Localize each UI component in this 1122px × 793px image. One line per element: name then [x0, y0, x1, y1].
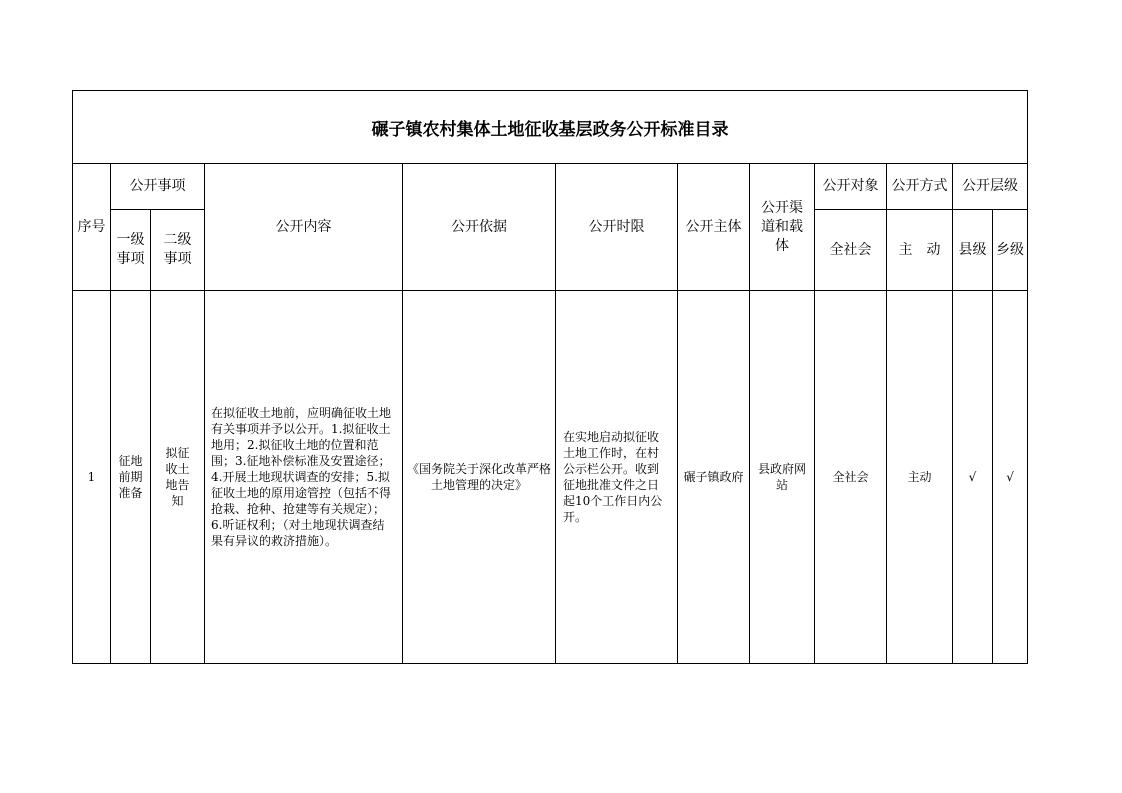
header-target-value: 全社会 — [815, 210, 887, 291]
cell-seq: 1 — [73, 291, 111, 664]
header-seq: 序号 — [73, 164, 111, 291]
catalog-table — [72, 90, 1028, 664]
header-level-group: 公开层级 — [953, 164, 1028, 210]
cell-channel-text: 县政府网站 — [757, 462, 806, 492]
header-method-group: 公开方式 — [887, 164, 953, 210]
cell-target: 全社会 — [815, 291, 887, 664]
header-level1 — [111, 210, 151, 291]
table-row — [73, 291, 1028, 664]
cell-content-text: 在拟征收土地前，应明确征收土地有关事项并予以公开。1.拟征收土地用；2.拟征收土地的位置和范围；3.征地补偿标准及安置途径；4.开展土地现状调查的安排；5.拟征收土地的原用途管控（包括不得抢栽、抢种、抢建等有关规定）；6.听证权利；（对土地现状调查结果有异议的救济措施）。 — [211, 406, 392, 548]
cell-county: √ — [953, 291, 993, 664]
header-subject: 公开主体 — [678, 164, 750, 291]
cell-method: 主动 — [887, 291, 953, 664]
cell-time-limit-text: 在实地启动拟征收土地工作时，在村公示栏公开。收到征地批准文件之日起10个工作日内公开。 — [563, 430, 663, 524]
catalog-sheet — [72, 90, 1027, 667]
header-township: 乡级 — [993, 210, 1028, 291]
header-basis: 公开依据 — [403, 164, 556, 291]
header-county: 县级 — [953, 210, 993, 291]
header-level1-text: 一级事项 — [116, 232, 145, 267]
header-content: 公开内容 — [205, 164, 403, 291]
cell-level1 — [111, 291, 151, 664]
cell-level1-text: 征地前期准备 — [118, 454, 143, 500]
cell-channel — [750, 291, 815, 664]
cell-content — [205, 291, 403, 664]
header-time-limit: 公开时限 — [556, 164, 678, 291]
cell-level2 — [151, 291, 205, 664]
cell-level2-text: 拟征收土地告知 — [165, 446, 190, 508]
table-title: 碾子镇农村集体土地征收基层政务公开标准目录 — [73, 91, 1028, 164]
header-method-value: 主 动 — [887, 210, 953, 291]
cell-subject: 碾子镇政府 — [678, 291, 750, 664]
cell-time-limit — [556, 291, 678, 664]
cell-township: √ — [993, 291, 1028, 664]
header-channel — [750, 164, 815, 291]
header-channel-text: 公开渠道和载体 — [761, 199, 803, 254]
cell-basis — [403, 291, 556, 664]
header-items-group: 公开事项 — [111, 164, 205, 210]
cell-basis-text: 《国务院关于深化改革严格土地管理的决定》 — [407, 462, 552, 492]
header-level2-text: 二级事项 — [163, 232, 192, 267]
header-target-group: 公开对象 — [815, 164, 887, 210]
header-level2 — [151, 210, 205, 291]
